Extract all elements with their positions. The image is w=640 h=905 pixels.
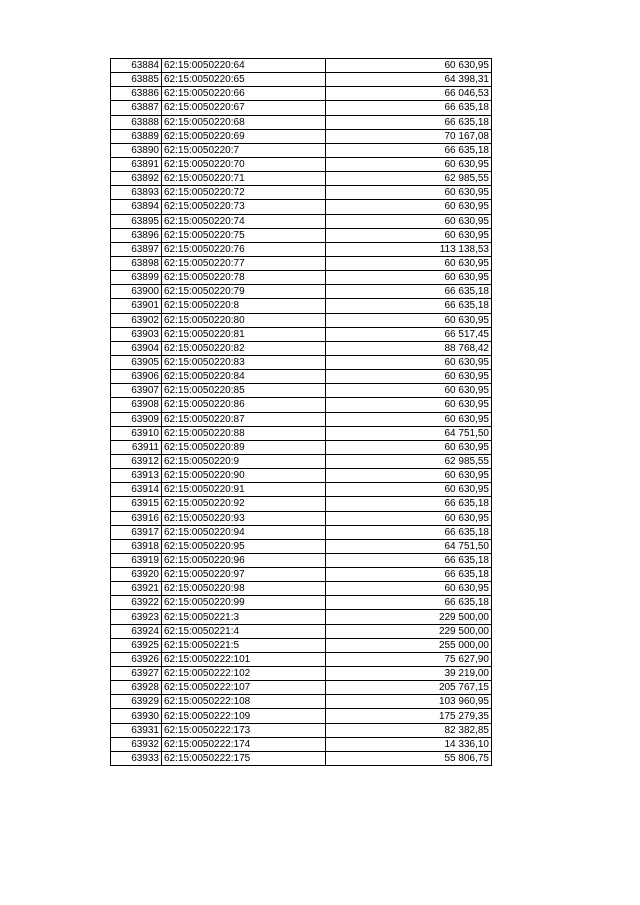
- value-cell: 229 500,00: [326, 624, 492, 638]
- table-row: [111, 610, 492, 624]
- cadastral-number-cell: 62:15:0050220:7: [162, 143, 326, 157]
- table-row: [111, 327, 492, 341]
- value-cell: 60 630,95: [326, 200, 492, 214]
- cadastral-number-cell: 62:15:0050220:72: [162, 186, 326, 200]
- row-id-cell: 63933: [111, 751, 162, 765]
- table-row: [111, 511, 492, 525]
- value-cell: 205 767,15: [326, 681, 492, 695]
- value-cell: 66 046,53: [326, 87, 492, 101]
- table-row: [111, 341, 492, 355]
- row-id-cell: 63929: [111, 695, 162, 709]
- value-cell: 60 630,95: [326, 440, 492, 454]
- cadastral-number-cell: 62:15:0050220:71: [162, 172, 326, 186]
- cadastral-number-cell: 62:15:0050220:93: [162, 511, 326, 525]
- value-cell: 60 630,95: [326, 469, 492, 483]
- table-row: [111, 440, 492, 454]
- table-row: [111, 73, 492, 87]
- value-cell: 66 635,18: [326, 596, 492, 610]
- row-id-cell: 63930: [111, 709, 162, 723]
- cadastral-number-cell: 62:15:0050220:88: [162, 426, 326, 440]
- row-id-cell: 63904: [111, 341, 162, 355]
- cadastral-number-cell: 62:15:0050222:174: [162, 737, 326, 751]
- row-id-cell: 63899: [111, 271, 162, 285]
- cadastral-number-cell: 62:15:0050221:4: [162, 624, 326, 638]
- cadastral-number-cell: 62:15:0050220:70: [162, 157, 326, 171]
- value-cell: 60 630,95: [326, 582, 492, 596]
- table-row: [111, 59, 492, 73]
- cadastral-number-cell: 62:15:0050220:69: [162, 129, 326, 143]
- value-cell: 60 630,95: [326, 256, 492, 270]
- table-row: [111, 172, 492, 186]
- table-row: [111, 497, 492, 511]
- table-row: [111, 454, 492, 468]
- table-row: [111, 723, 492, 737]
- row-id-cell: 63901: [111, 299, 162, 313]
- row-id-cell: 63925: [111, 638, 162, 652]
- value-cell: 39 219,00: [326, 667, 492, 681]
- value-cell: 60 630,95: [326, 412, 492, 426]
- cadastral-number-cell: 62:15:0050220:73: [162, 200, 326, 214]
- value-cell: 70 167,08: [326, 129, 492, 143]
- row-id-cell: 63892: [111, 172, 162, 186]
- cadastral-number-cell: 62:15:0050222:173: [162, 723, 326, 737]
- row-id-cell: 63897: [111, 242, 162, 256]
- cadastral-number-cell: 62:15:0050220:96: [162, 553, 326, 567]
- value-cell: 64 751,50: [326, 539, 492, 553]
- value-cell: 66 635,18: [326, 553, 492, 567]
- table-row: [111, 214, 492, 228]
- row-id-cell: 63915: [111, 497, 162, 511]
- cadastral-number-cell: 62:15:0050220:97: [162, 568, 326, 582]
- row-id-cell: 63913: [111, 469, 162, 483]
- row-id-cell: 63916: [111, 511, 162, 525]
- row-id-cell: 63885: [111, 73, 162, 87]
- value-cell: 64 751,50: [326, 426, 492, 440]
- value-cell: 64 398,31: [326, 73, 492, 87]
- row-id-cell: 63922: [111, 596, 162, 610]
- table-row: [111, 355, 492, 369]
- cadastral-number-cell: 62:15:0050220:95: [162, 539, 326, 553]
- value-cell: 60 630,95: [326, 214, 492, 228]
- value-cell: 60 630,95: [326, 355, 492, 369]
- value-cell: 62 985,55: [326, 172, 492, 186]
- value-cell: 66 635,18: [326, 115, 492, 129]
- cadastral-number-cell: 62:15:0050222:108: [162, 695, 326, 709]
- cadastral-number-cell: 62:15:0050220:78: [162, 271, 326, 285]
- table-row: [111, 638, 492, 652]
- cadastral-number-cell: 62:15:0050220:64: [162, 59, 326, 73]
- row-id-cell: 63927: [111, 667, 162, 681]
- table-body: [111, 59, 492, 766]
- cadastral-number-cell: 62:15:0050220:79: [162, 285, 326, 299]
- cadastral-number-cell: 62:15:0050220:77: [162, 256, 326, 270]
- value-cell: 60 630,95: [326, 511, 492, 525]
- row-id-cell: 63914: [111, 483, 162, 497]
- row-id-cell: 63908: [111, 398, 162, 412]
- value-cell: 175 279,35: [326, 709, 492, 723]
- row-id-cell: 63894: [111, 200, 162, 214]
- row-id-cell: 63911: [111, 440, 162, 454]
- table-row: [111, 709, 492, 723]
- row-id-cell: 63902: [111, 313, 162, 327]
- table-row: [111, 681, 492, 695]
- table-row: [111, 157, 492, 171]
- cadastral-number-cell: 62:15:0050220:75: [162, 228, 326, 242]
- row-id-cell: 63910: [111, 426, 162, 440]
- cadastral-number-cell: 62:15:0050220:8: [162, 299, 326, 313]
- row-id-cell: 63921: [111, 582, 162, 596]
- cadastral-number-cell: 62:15:0050220:99: [162, 596, 326, 610]
- value-cell: 75 627,90: [326, 652, 492, 666]
- table-row: [111, 539, 492, 553]
- cadastral-number-cell: 62:15:0050220:76: [162, 242, 326, 256]
- row-id-cell: 63896: [111, 228, 162, 242]
- row-id-cell: 63895: [111, 214, 162, 228]
- row-id-cell: 63924: [111, 624, 162, 638]
- cadastral-number-cell: 62:15:0050220:9: [162, 454, 326, 468]
- cadastral-number-cell: 62:15:0050220:74: [162, 214, 326, 228]
- row-id-cell: 63900: [111, 285, 162, 299]
- cadastral-number-cell: 62:15:0050220:68: [162, 115, 326, 129]
- row-id-cell: 63887: [111, 101, 162, 115]
- row-id-cell: 63923: [111, 610, 162, 624]
- cadastral-number-cell: 62:15:0050220:98: [162, 582, 326, 596]
- cadastral-value-table: [110, 58, 492, 766]
- cadastral-number-cell: 62:15:0050222:107: [162, 681, 326, 695]
- value-cell: 66 635,18: [326, 143, 492, 157]
- value-cell: 60 630,95: [326, 157, 492, 171]
- cadastral-number-cell: 62:15:0050222:102: [162, 667, 326, 681]
- table-row: [111, 751, 492, 765]
- table-row: [111, 115, 492, 129]
- cadastral-number-cell: 62:15:0050220:80: [162, 313, 326, 327]
- table-row: [111, 186, 492, 200]
- cadastral-number-cell: 62:15:0050222:101: [162, 652, 326, 666]
- table-row: [111, 313, 492, 327]
- value-cell: 66 635,18: [326, 497, 492, 511]
- cadastral-number-cell: 62:15:0050220:84: [162, 370, 326, 384]
- value-cell: 60 630,95: [326, 59, 492, 73]
- row-id-cell: 63917: [111, 525, 162, 539]
- table-row: [111, 228, 492, 242]
- value-cell: 113 138,53: [326, 242, 492, 256]
- cadastral-number-cell: 62:15:0050220:82: [162, 341, 326, 355]
- value-cell: 60 630,95: [326, 384, 492, 398]
- cadastral-number-cell: 62:15:0050220:87: [162, 412, 326, 426]
- cadastral-number-cell: 62:15:0050220:66: [162, 87, 326, 101]
- table-row: [111, 582, 492, 596]
- table-row: [111, 596, 492, 610]
- row-id-cell: 63928: [111, 681, 162, 695]
- table-row: [111, 285, 492, 299]
- table-row: [111, 242, 492, 256]
- value-cell: 66 635,18: [326, 568, 492, 582]
- cadastral-number-cell: 62:15:0050221:3: [162, 610, 326, 624]
- table-row: [111, 483, 492, 497]
- table-row: [111, 624, 492, 638]
- value-cell: 60 630,95: [326, 398, 492, 412]
- table-row: [111, 87, 492, 101]
- value-cell: 60 630,95: [326, 483, 492, 497]
- cadastral-number-cell: 62:15:0050220:81: [162, 327, 326, 341]
- row-id-cell: 63884: [111, 59, 162, 73]
- table-row: [111, 695, 492, 709]
- value-cell: 60 630,95: [326, 370, 492, 384]
- table-row: [111, 398, 492, 412]
- row-id-cell: 63893: [111, 186, 162, 200]
- value-cell: 82 382,85: [326, 723, 492, 737]
- value-cell: 66 635,18: [326, 101, 492, 115]
- table-row: [111, 200, 492, 214]
- row-id-cell: 63906: [111, 370, 162, 384]
- row-id-cell: 63886: [111, 87, 162, 101]
- table-row: [111, 652, 492, 666]
- row-id-cell: 63888: [111, 115, 162, 129]
- table-row: [111, 384, 492, 398]
- row-id-cell: 63890: [111, 143, 162, 157]
- row-id-cell: 63932: [111, 737, 162, 751]
- cadastral-number-cell: 62:15:0050220:91: [162, 483, 326, 497]
- value-cell: 255 000,00: [326, 638, 492, 652]
- value-cell: 62 985,55: [326, 454, 492, 468]
- cadastral-number-cell: 62:15:0050222:109: [162, 709, 326, 723]
- value-cell: 14 336,10: [326, 737, 492, 751]
- value-cell: 60 630,95: [326, 186, 492, 200]
- table-row: [111, 101, 492, 115]
- table-row: [111, 667, 492, 681]
- value-cell: 66 635,18: [326, 299, 492, 313]
- table-row: [111, 568, 492, 582]
- value-cell: 66 635,18: [326, 525, 492, 539]
- row-id-cell: 63920: [111, 568, 162, 582]
- cadastral-number-cell: 62:15:0050222:175: [162, 751, 326, 765]
- row-id-cell: 63903: [111, 327, 162, 341]
- row-id-cell: 63889: [111, 129, 162, 143]
- row-id-cell: 63918: [111, 539, 162, 553]
- value-cell: 229 500,00: [326, 610, 492, 624]
- row-id-cell: 63912: [111, 454, 162, 468]
- table-row: [111, 299, 492, 313]
- value-cell: 60 630,95: [326, 313, 492, 327]
- table-row: [111, 469, 492, 483]
- table-row: [111, 129, 492, 143]
- table-row: [111, 553, 492, 567]
- value-cell: 66 517,45: [326, 327, 492, 341]
- cadastral-number-cell: 62:15:0050220:94: [162, 525, 326, 539]
- cadastral-number-cell: 62:15:0050220:65: [162, 73, 326, 87]
- row-id-cell: 63905: [111, 355, 162, 369]
- table-row: [111, 525, 492, 539]
- row-id-cell: 63907: [111, 384, 162, 398]
- value-cell: 88 768,42: [326, 341, 492, 355]
- row-id-cell: 63909: [111, 412, 162, 426]
- table-row: [111, 256, 492, 270]
- row-id-cell: 63898: [111, 256, 162, 270]
- cadastral-number-cell: 62:15:0050220:90: [162, 469, 326, 483]
- value-cell: 66 635,18: [326, 285, 492, 299]
- cadastral-number-cell: 62:15:0050220:85: [162, 384, 326, 398]
- table-row: [111, 271, 492, 285]
- row-id-cell: 63919: [111, 553, 162, 567]
- cadastral-number-cell: 62:15:0050220:86: [162, 398, 326, 412]
- cadastral-number-cell: 62:15:0050220:92: [162, 497, 326, 511]
- table-row: [111, 737, 492, 751]
- cadastral-number-cell: 62:15:0050221:5: [162, 638, 326, 652]
- table-row: [111, 412, 492, 426]
- cadastral-number-cell: 62:15:0050220:83: [162, 355, 326, 369]
- value-cell: 60 630,95: [326, 228, 492, 242]
- row-id-cell: 63891: [111, 157, 162, 171]
- table-row: [111, 426, 492, 440]
- value-cell: 103 960,95: [326, 695, 492, 709]
- value-cell: 55 806,75: [326, 751, 492, 765]
- table-row: [111, 143, 492, 157]
- row-id-cell: 63931: [111, 723, 162, 737]
- cadastral-number-cell: 62:15:0050220:89: [162, 440, 326, 454]
- table-row: [111, 370, 492, 384]
- value-cell: 60 630,95: [326, 271, 492, 285]
- row-id-cell: 63926: [111, 652, 162, 666]
- cadastral-number-cell: 62:15:0050220:67: [162, 101, 326, 115]
